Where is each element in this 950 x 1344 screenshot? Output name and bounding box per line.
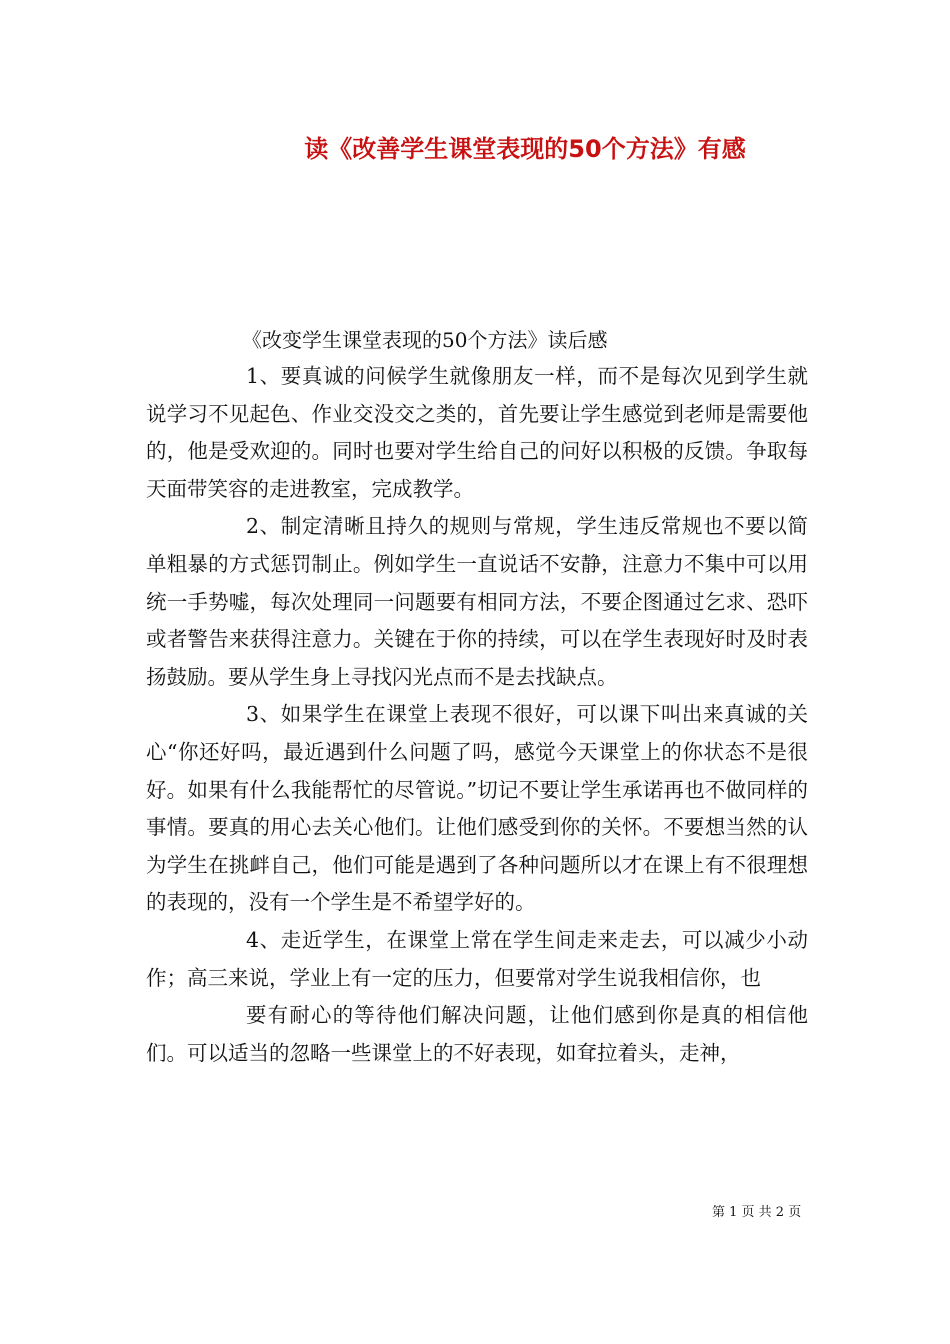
document-subtitle: 《改变学生课堂表现的50个方法》读后感 (242, 328, 608, 352)
document-title: 读《改善学生课堂表现的50个方法》有感 (304, 135, 746, 163)
paragraph-1: 1、要真诚的问候学生就像朋友一样，而不是每次见到学生就说学习不见起色、作业交没交之类的，首先要让学生感觉到老师是需要他的，他是受欢迎的。同时也要对学生给自己的问好以积极的反馈。争取每天面带笑容的走进教室，完成教学。 (146, 364, 808, 501)
paragraph-5: 要有耐心的等待他们解决问题，让他们感到你是真的相信他们。可以适当的忽略一些课堂上的不好表现，如耷拉着头，走神， (146, 1003, 808, 1065)
paragraph-3: 3、如果学生在课堂上表现不很好，可以课下叫出来真诚的关心“你还好吗，最近遇到什么问题了吗，感觉今天课堂上的你状态不是很好。如果有什么我能帮忙的尽管说。”切记不要让学生承诺再也不做同样的事情。要真的用心去关心他们。让他们感受到你的关怀。不要想当然的认为学生在挑衅自己，他们可能是遇到了各种问题所以才在课上有不很理想的表现的，没有一个学生是不希望学好的。 (146, 702, 808, 915)
paragraph-2: 2、制定清晰且持久的规则与常规，学生违反常规也不要以简单粗暴的方式惩罚制止。例如学生一直说话不安静，注意力不集中可以用统一手势嘘，每次处理同一问题要有相同方法，不要企图通过乞求、恐吓或者警告来获得注意力。关键在于你的持续，可以在学生表现好时及时表扬鼓励。要从学生身上寻找闪光点而不是去找缺点。 (146, 514, 808, 689)
paragraph-4: 4、走近学生，在课堂上常在学生间走来走去，可以减少小动作；高三来说，学业上有一定的压力，但要常对学生说我相信你，也 (146, 927, 808, 990)
document-body (146, 358, 808, 1072)
page-number: 第 1 页 共 2 页 (712, 1205, 802, 1220)
